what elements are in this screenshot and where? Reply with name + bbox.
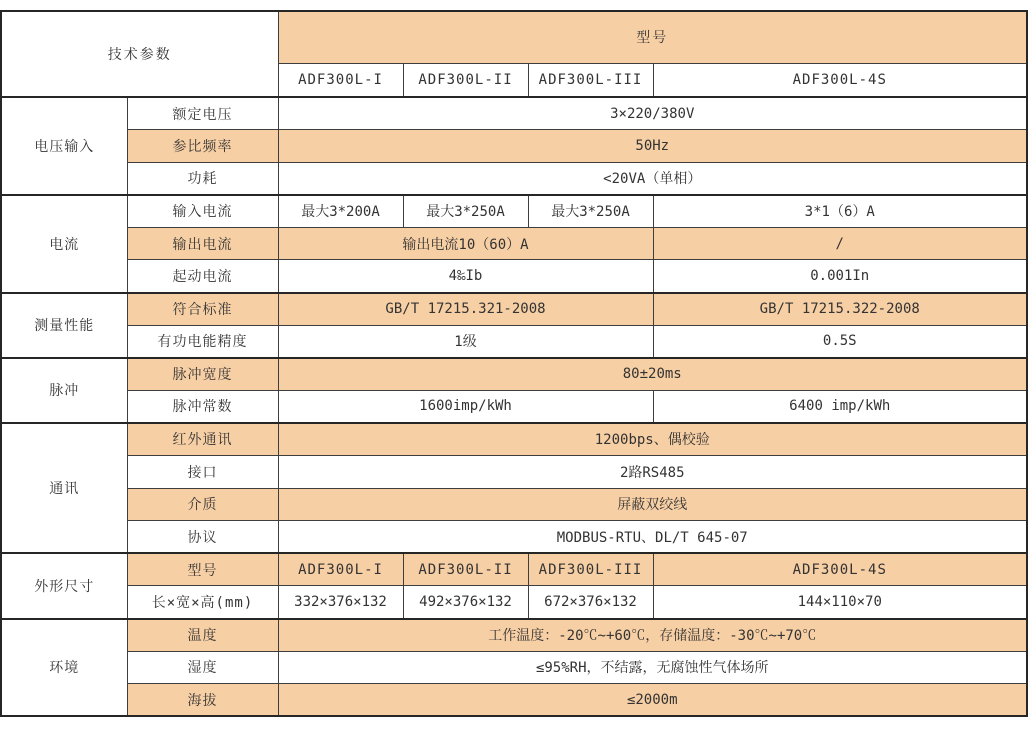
param-label: 功耗 (127, 162, 278, 195)
param-label: 湿度 (127, 651, 278, 684)
value-cell: MODBUS-RTU、DL/T 645-07 (278, 521, 1027, 554)
model-column-header: ADF300L-III (528, 63, 653, 97)
value-cell: 输出电流10（60）A (278, 227, 653, 260)
category-dimensions: 外形尺寸 (1, 553, 127, 618)
category-pulse: 脉冲 (1, 358, 127, 423)
model-column-header: ADF300L-4S (653, 63, 1027, 97)
param-label: 协议 (127, 521, 278, 554)
category-measurement: 测量性能 (1, 293, 127, 358)
value-cell: ADF300L-II (403, 553, 528, 586)
model-group-header: 型号 (278, 11, 1027, 63)
spec-table (0, 10, 1028, 717)
value-cell: ADF300L-I (278, 553, 403, 586)
param-label: 符合标准 (127, 293, 278, 326)
category-current: 电流 (1, 195, 127, 293)
param-label: 温度 (127, 619, 278, 652)
value-cell: ADF300L-4S (653, 553, 1027, 586)
value-cell: ≤2000m (278, 684, 1027, 717)
value-cell: ADF300L-III (528, 553, 653, 586)
corner-header: 技术参数 (1, 11, 278, 97)
value-cell: 332×376×132 (278, 586, 403, 619)
value-cell: 2路RS485 (278, 456, 1027, 489)
param-label: 额定电压 (127, 97, 278, 130)
model-column-header: ADF300L-I (278, 63, 403, 97)
value-cell: 672×376×132 (528, 586, 653, 619)
param-label: 脉冲宽度 (127, 358, 278, 391)
value-cell: 4‰Ib (278, 260, 653, 293)
value-cell: 1级 (278, 325, 653, 358)
value-cell: 最大3*250A (528, 195, 653, 228)
value-cell: ≤95%RH，不结露，无腐蚀性气体场所 (278, 651, 1027, 684)
param-label: 接口 (127, 456, 278, 489)
value-cell: 492×376×132 (403, 586, 528, 619)
value-cell: 144×110×70 (653, 586, 1027, 619)
param-label: 有功电能精度 (127, 325, 278, 358)
param-label: 输出电流 (127, 227, 278, 260)
param-label: 长×宽×高(mm) (127, 586, 278, 619)
category-voltage-input: 电压输入 (1, 97, 127, 195)
value-cell: 工作温度：-20℃~+60℃，存储温度：-30℃~+70℃ (278, 619, 1027, 652)
category-environment: 环境 (1, 619, 127, 717)
value-cell: 最大3*200A (278, 195, 403, 228)
value-cell: GB/T 17215.321-2008 (278, 293, 653, 326)
category-communication: 通讯 (1, 423, 127, 553)
value-cell: GB/T 17215.322-2008 (653, 293, 1027, 326)
value-cell: <20VA（单相） (278, 162, 1027, 195)
param-label: 脉冲常数 (127, 390, 278, 423)
value-cell: 最大3*250A (403, 195, 528, 228)
value-cell: 3*1（6）A (653, 195, 1027, 228)
value-cell: 1200bps、偶校验 (278, 423, 1027, 456)
value-cell: / (653, 227, 1027, 260)
param-label: 型号 (127, 553, 278, 586)
value-cell: 屏蔽双绞线 (278, 488, 1027, 521)
value-cell: 6400 imp/kWh (653, 390, 1027, 423)
value-cell: 80±20ms (278, 358, 1027, 391)
param-label: 起动电流 (127, 260, 278, 293)
param-label: 输入电流 (127, 195, 278, 228)
value-cell: 1600imp/kWh (278, 390, 653, 423)
value-cell: 0.001In (653, 260, 1027, 293)
param-label: 海拔 (127, 684, 278, 717)
param-label: 红外通讯 (127, 423, 278, 456)
value-cell: 3×220/380V (278, 97, 1027, 130)
param-label: 参比频率 (127, 130, 278, 163)
value-cell: 50Hz (278, 130, 1027, 163)
param-label: 介质 (127, 488, 278, 521)
value-cell: 0.5S (653, 325, 1027, 358)
model-column-header: ADF300L-II (403, 63, 528, 97)
